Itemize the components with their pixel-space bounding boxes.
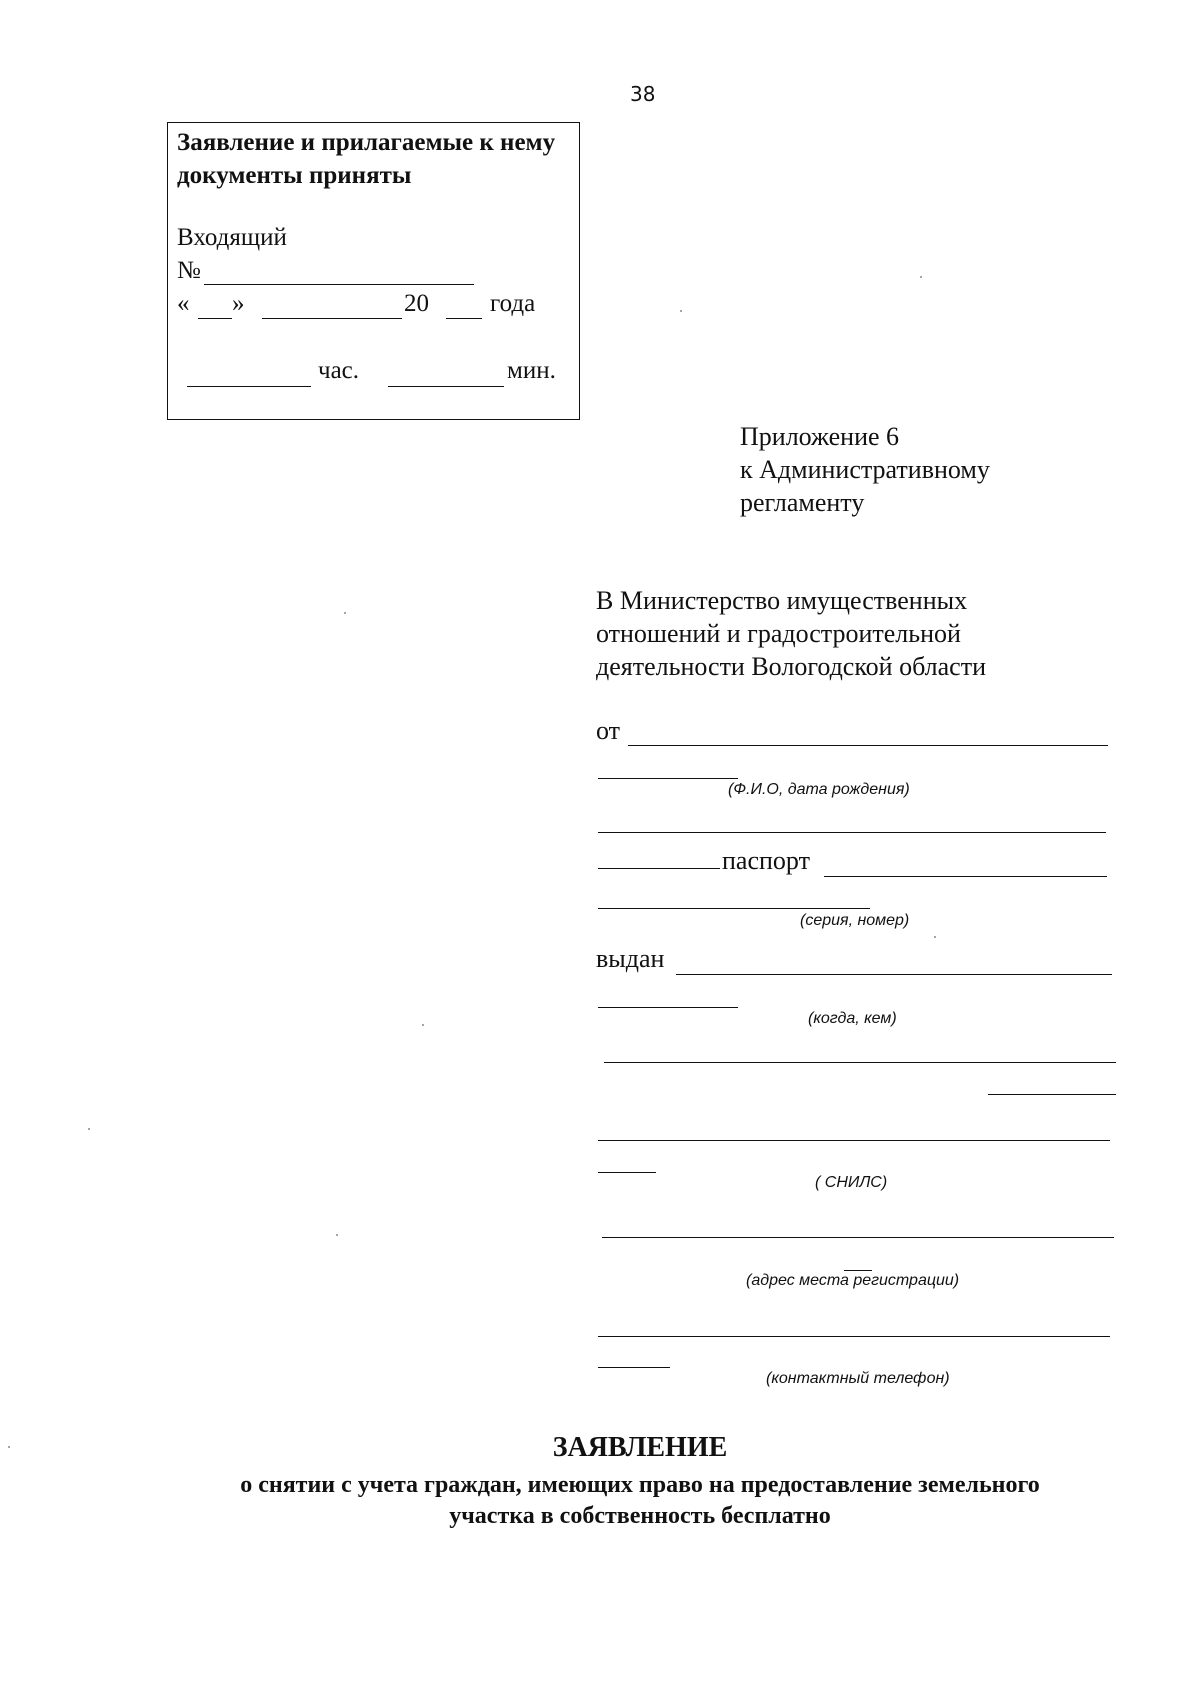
day-field[interactable] <box>198 318 232 319</box>
phone-caption: (контактный телефон) <box>766 1370 950 1387</box>
recipient-line-2: отношений и градостроительной <box>596 619 961 648</box>
issued-field[interactable] <box>676 974 1112 975</box>
issued-extra-line-short[interactable] <box>988 1094 1116 1095</box>
recipient-line-1: В Министерство имущественных <box>596 586 968 615</box>
quote-open: « <box>177 290 190 317</box>
appendix-line-1: Приложение 6 <box>740 422 900 451</box>
phone-field[interactable] <box>598 1336 1110 1337</box>
issued-extra-line[interactable] <box>604 1062 1116 1063</box>
year-field[interactable] <box>446 318 482 319</box>
snils-field-continuation[interactable] <box>598 1172 656 1173</box>
appendix-reference <box>740 420 1160 519</box>
scan-speck <box>422 1024 424 1026</box>
statement-subtitle <box>160 1470 1120 1532</box>
quote-close: » <box>232 290 245 317</box>
minutes-label: мин. <box>507 357 556 384</box>
incoming-label: Входящий <box>177 224 287 251</box>
issued-label: выдан <box>596 944 665 973</box>
scan-speck <box>88 1128 90 1130</box>
recipient-block <box>596 584 1116 683</box>
stamp-heading: Заявление и прилагаемые к нему документы приняты <box>177 129 556 189</box>
applicant-name-field-continuation[interactable] <box>598 778 738 779</box>
statement-subtitle-line-1: о снятии с учета граждан, имеющих право на предоставление земельного <box>240 1472 1040 1498</box>
scan-speck <box>336 1234 338 1236</box>
month-field[interactable] <box>262 318 402 319</box>
address-field[interactable] <box>602 1237 1114 1238</box>
scan-speck <box>934 936 936 938</box>
year-century: 20 <box>404 290 429 317</box>
issued-caption: (когда, кем) <box>808 1010 897 1027</box>
phone-field-continuation[interactable] <box>598 1367 670 1368</box>
applicant-name-field[interactable] <box>628 745 1108 746</box>
passport-prefix-line[interactable] <box>598 868 720 869</box>
appendix-line-2: к Административному <box>740 455 990 484</box>
hours-label: час. <box>318 357 360 384</box>
minutes-field[interactable] <box>388 386 504 387</box>
snils-field[interactable] <box>598 1140 1110 1141</box>
fio-caption: (Ф.И.О, дата рождения) <box>728 781 910 798</box>
passport-field[interactable] <box>824 876 1107 877</box>
applicant-extra-line[interactable] <box>598 832 1106 833</box>
passport-caption: (серия, номер) <box>800 912 910 929</box>
statement-subtitle-line-2: участка в собственность бесплатно <box>449 1503 831 1529</box>
scan-speck <box>680 310 682 312</box>
statement-title: ЗАЯВЛЕНИЕ <box>552 1432 728 1463</box>
passport-field-continuation[interactable] <box>598 908 870 909</box>
number-sign: № <box>177 257 201 284</box>
page-number: 38 <box>630 82 656 106</box>
passport-label: паспорт <box>722 846 810 875</box>
recipient-line-3: деятельности Вологодской области <box>596 652 986 681</box>
hours-field[interactable] <box>187 386 311 387</box>
incoming-number-field[interactable] <box>204 284 474 285</box>
scan-speck <box>344 612 346 614</box>
scan-speck <box>8 1446 10 1448</box>
snils-caption: ( СНИЛС) <box>815 1174 888 1191</box>
year-word: года <box>490 290 536 317</box>
appendix-line-3: регламенту <box>740 488 865 517</box>
from-label: от <box>596 716 621 745</box>
scan-speck <box>920 276 922 278</box>
issued-field-continuation[interactable] <box>598 1007 738 1008</box>
address-caption: (адрес места регистрации) <box>746 1272 960 1289</box>
address-field-continuation[interactable] <box>844 1270 872 1271</box>
